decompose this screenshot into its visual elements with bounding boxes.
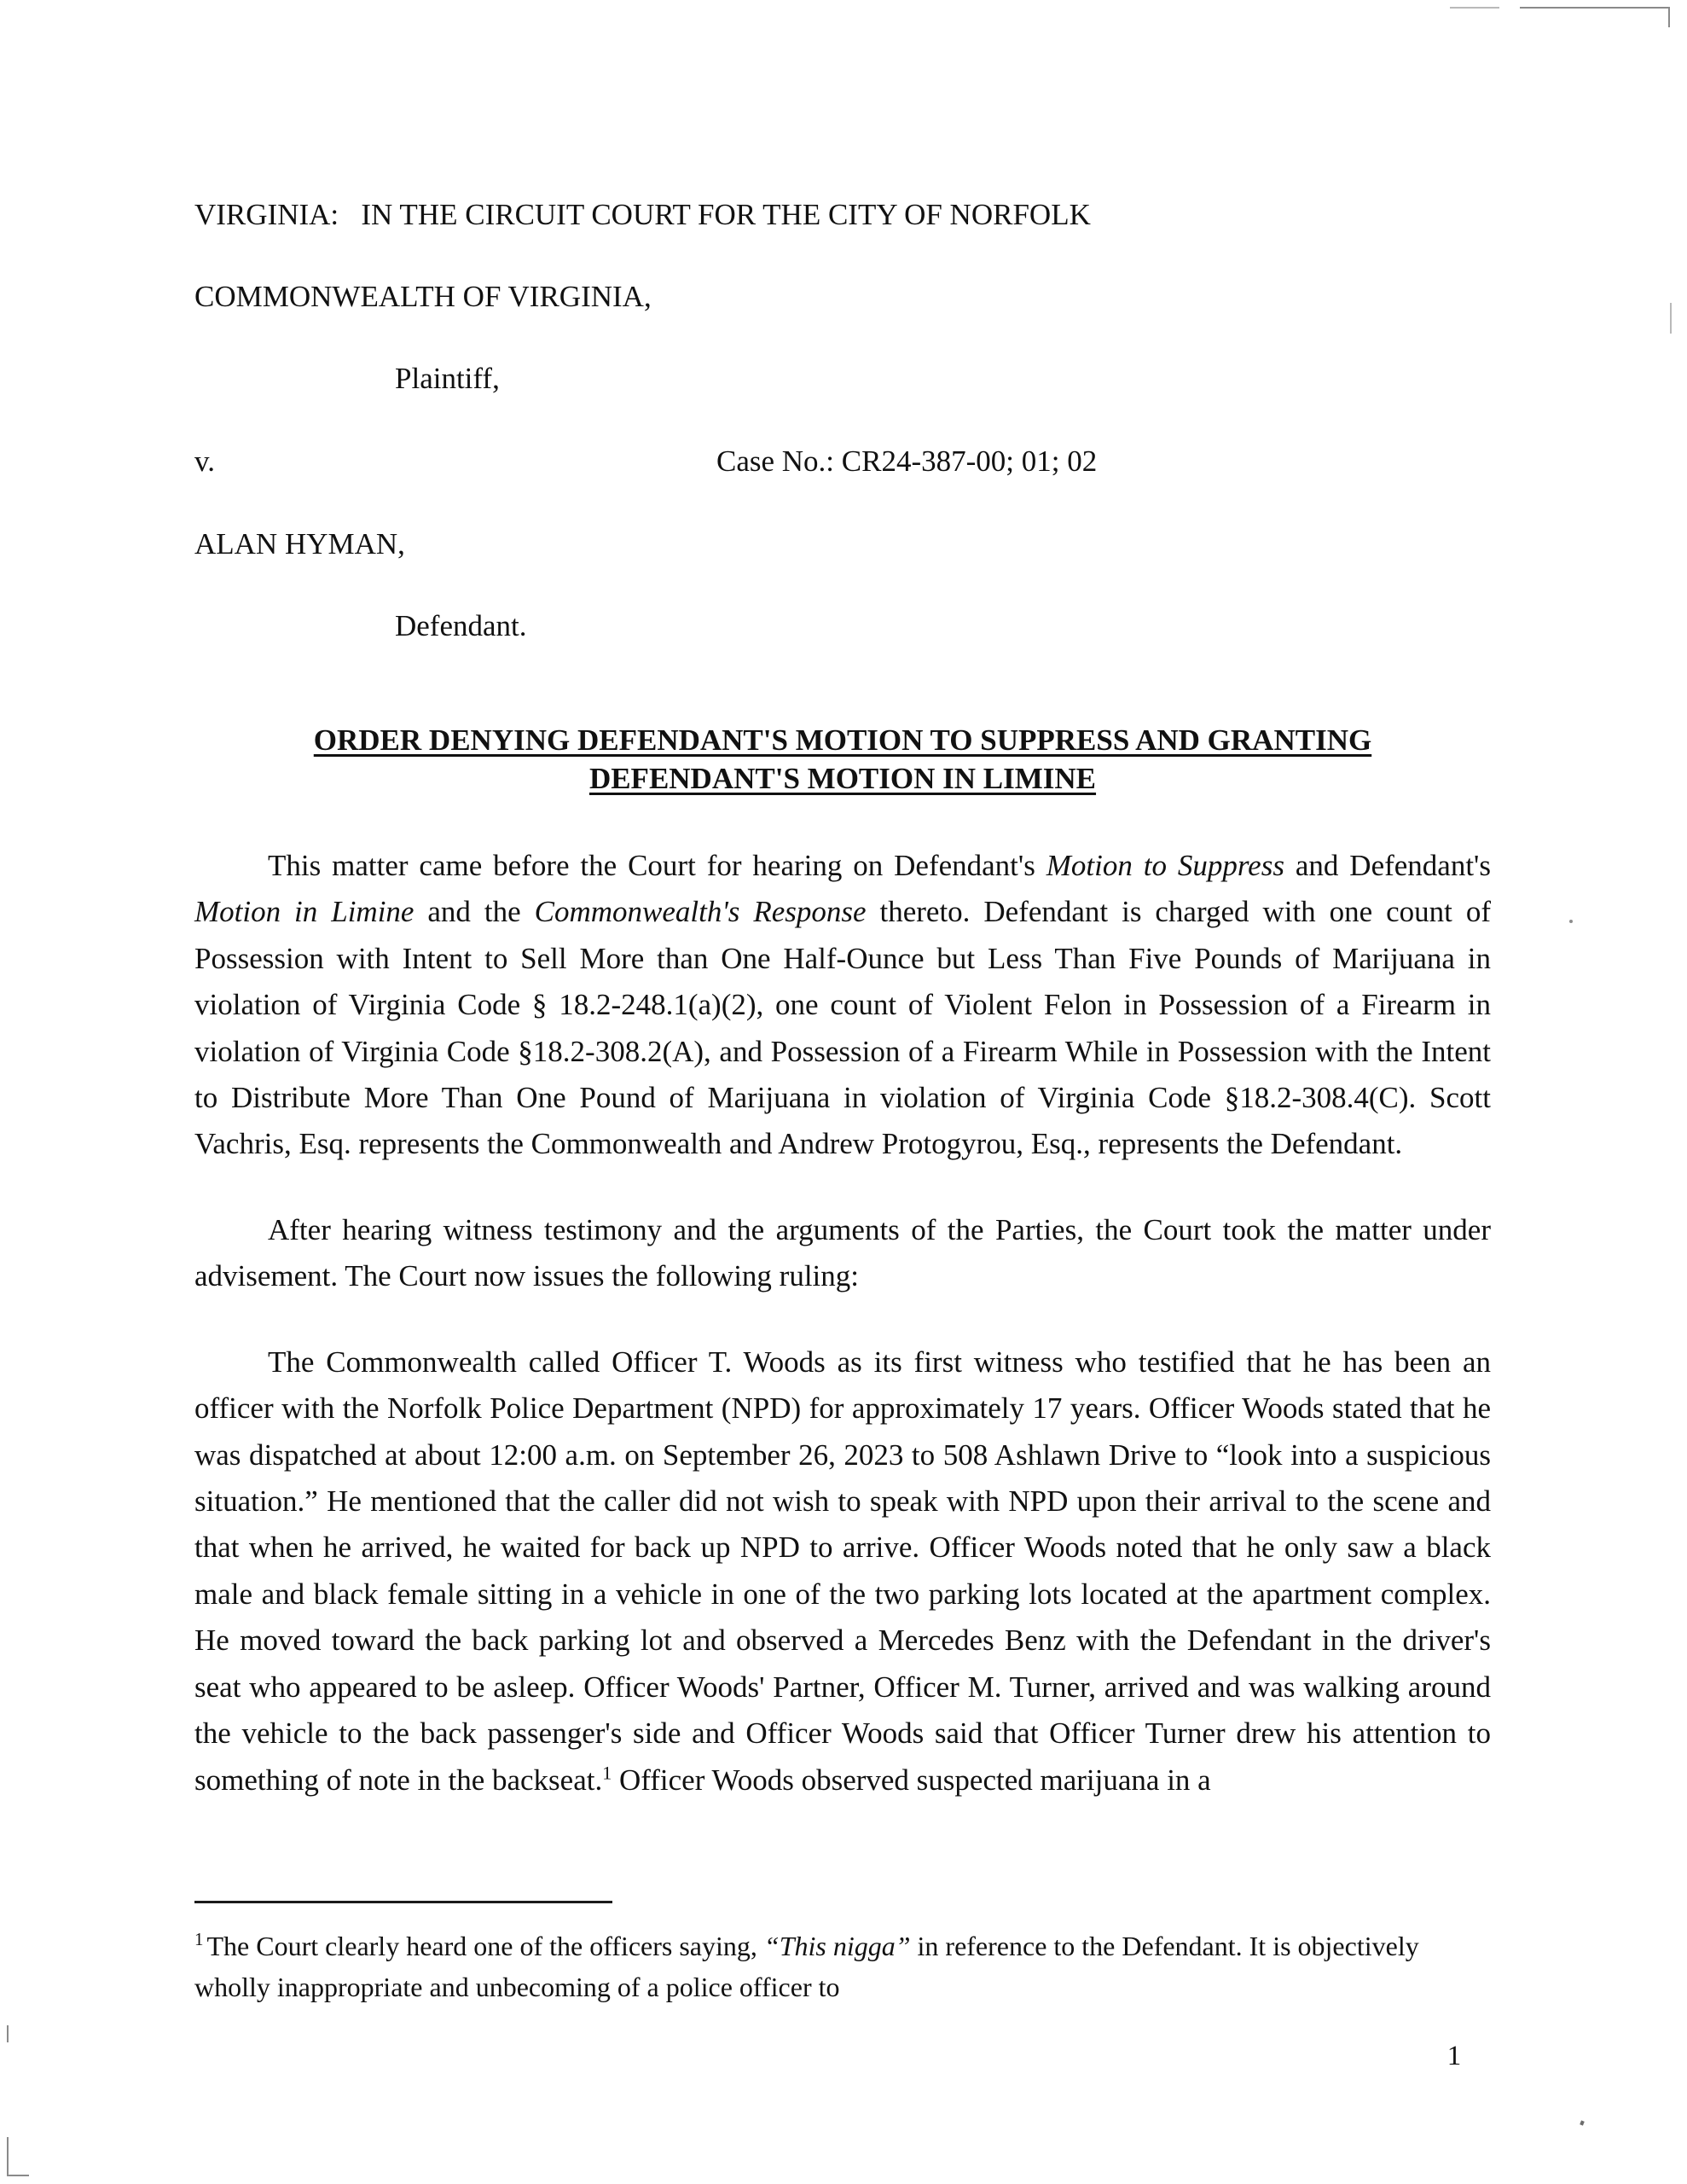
scan-artifact-speck-bottom-right — [1580, 2120, 1585, 2125]
scan-artifact-top-rule — [1520, 7, 1670, 9]
paragraph-3-segment-2: Officer Woods observed suspected marijuana in a — [612, 1763, 1211, 1797]
footnote-quoted-phrase: “This nigga” — [763, 1931, 911, 1961]
order-title-line-2: DEFENDANT'S MOTION IN LIMINE — [588, 762, 1097, 796]
footnote-reference-marker[interactable]: 1 — [602, 1761, 612, 1783]
scan-artifact-right-margin-tick — [1670, 303, 1672, 334]
scan-artifact-left-margin-tick — [7, 2025, 9, 2042]
scan-artifact-top-corner-tick — [1668, 7, 1670, 27]
scan-artifact-bottom-left-corner-horizontal — [7, 2175, 29, 2176]
scan-artifact-top-dash — [1450, 7, 1499, 9]
versus-label: v. — [194, 444, 215, 478]
scan-artifact-speck-right-margin — [1569, 920, 1573, 923]
paragraph-1-segment-2: and Defendant's — [1284, 848, 1491, 882]
paragraph-2-text: After hearing witness testimony and the arguments of the Parties, the Court took the matter under advisement. The Court now issues the following ruling: — [194, 1212, 1491, 1293]
footnote-number: 1 — [194, 1929, 204, 1950]
motion-in-limine-title: Motion in Limine — [194, 895, 415, 929]
court-designation-line: VIRGINIA: IN THE CIRCUIT COURT FOR THE CITY OF NORFOLK — [194, 198, 1091, 231]
commonwealths-response-title: Commonwealth's Response — [534, 895, 867, 929]
case-caption — [194, 198, 1491, 642]
page-number: 1 — [1446, 2041, 1462, 2071]
footnote-segment-2: in reference to the Defendant. It is objectively wholly inappropriate and unbecoming of a police officer to — [194, 1931, 1419, 2002]
paragraph-background — [194, 843, 1491, 1168]
scan-artifact-bottom-left-corner-vertical — [7, 2137, 9, 2176]
footnote-separator-rule — [194, 1901, 612, 1903]
defendant-name: ALAN HYMAN, — [194, 526, 405, 561]
paragraph-1-segment-1: This matter came before the Court for hearing on Defendant's — [268, 848, 1046, 882]
paragraph-1-segment-3: and the — [414, 895, 535, 929]
paragraph-officer-woods-testimony — [194, 1339, 1491, 1804]
footnote-1 — [194, 1926, 1491, 2007]
paragraph-1-segment-4: thereto. Defendant is charged with one count of Possession with Intent to Sell More than One Half-Ounce but Less Than Five Pounds of Marijuana in violation of Virginia Code § 18.2-248.1(a)(2), one count of Violent Felon in Possession of a Firearm in violation of Virginia Code §18.2-308.2(A), and Possession of a Firearm While in Possession with the Intent to Distribute More Than One Pound of Marijuana in violation of Virginia Code §18.2-308.4(C). Scott Vachris, Esq. represents the Commonwealth and Andrew Protogyrou, Esq., represents the Defendant. — [194, 895, 1491, 1161]
case-number: Case No.: CR24-387-00; 01; 02 — [716, 444, 1098, 478]
paragraph-advisement — [194, 1207, 1491, 1300]
versus-and-case-number-row — [194, 444, 1491, 479]
motion-to-suppress-title: Motion to Suppress — [1046, 848, 1284, 882]
defendant-label: Defendant. — [395, 608, 527, 642]
footnote-block — [194, 1901, 1491, 2007]
plaintiff-label: Plaintiff, — [395, 362, 500, 396]
footnote-segment-1: The Court clearly heard one of the officers saying, — [206, 1931, 764, 1961]
order-title-line-1: ORDER DENYING DEFENDANT'S MOTION TO SUPPRESS AND GRANTING — [313, 723, 1372, 757]
paragraph-3-segment-1: The Commonwealth called Officer T. Woods as its first witness who testified that he has been an officer with the Norfolk Police Department (NPD) for approximately 17 years. Officer Woods stated that he was dispatched at about 12:00 a.m. on September 26, 2023 to 508 Ashlawn Drive to “look into a suspicious situation.” He mentioned that the caller did not wish to speak with NPD upon their arrival to the scene and that when he arrived, he waited for back up NPD to arrive. Officer Woods noted that he only saw a black male and black female sitting in a vehicle in one of the two parking lots located at the apartment complex. He moved toward the back parking lot and observed a Mercedes Benz with the Defendant in the driver's seat who appeared to be asleep. Officer Woods' Partner, Officer M. Turner, arrived and was walking around the vehicle to the back passenger's side and Officer Woods said that Officer Turner drew his attention to something of note in the backseat. — [194, 1345, 1491, 1797]
order-title — [194, 721, 1491, 799]
plaintiff-name: COMMONWEALTH OF VIRGINIA, — [194, 280, 652, 314]
document-body — [194, 198, 1491, 1804]
